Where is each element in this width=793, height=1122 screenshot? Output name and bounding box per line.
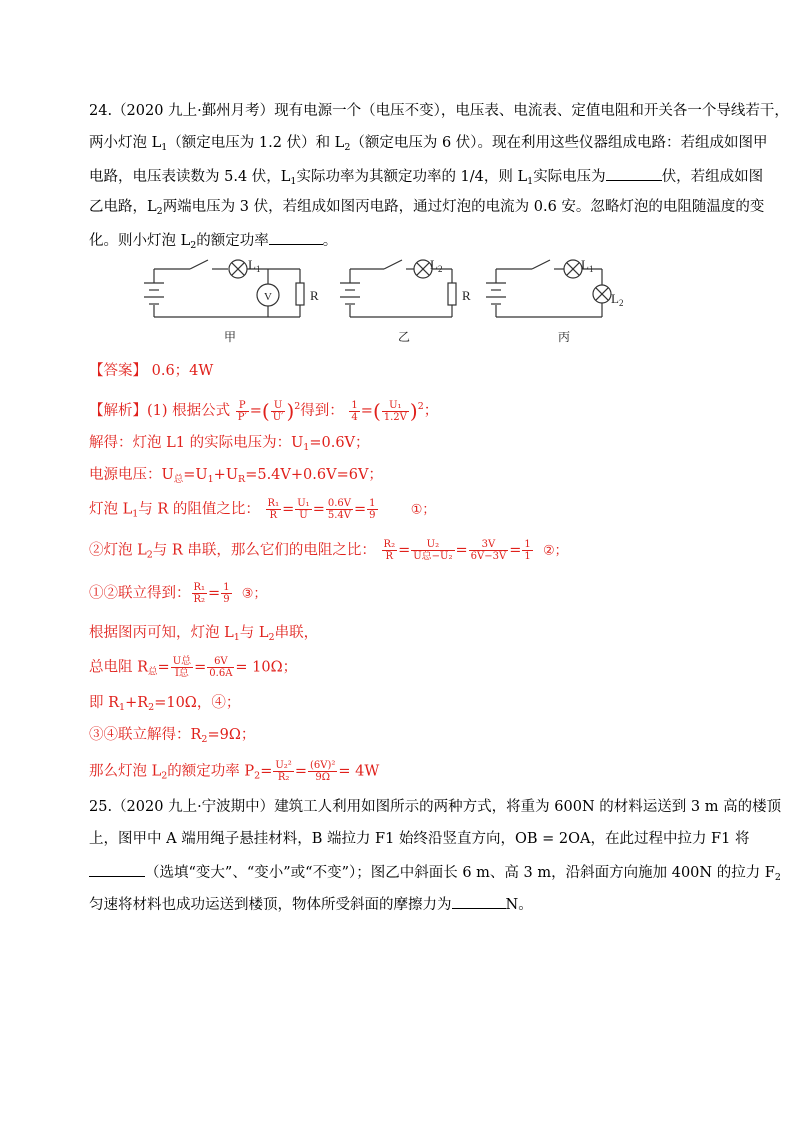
caption-bing: 丙	[558, 330, 571, 344]
label-l2: $L_2$	[430, 257, 443, 274]
q24-line-3	[89, 164, 763, 193]
q24-text: 化。则小灯泡 L	[89, 233, 191, 249]
label-r: R	[310, 288, 319, 303]
q25-line-3	[89, 860, 781, 889]
q24-text: 电路，电压表读数为 5.4 伏，L	[89, 169, 291, 185]
answer-blank-4[interactable]	[452, 892, 506, 909]
q24-line-1	[89, 100, 789, 122]
answer-line	[89, 360, 213, 382]
analysis-line-10: ③④联立解得：$R_2=9\Omega$；	[89, 727, 256, 745]
resistor-icon	[448, 283, 456, 305]
subscript: 2	[156, 206, 163, 217]
q24-text: 的额定功率	[196, 233, 269, 249]
analysis-text: (1) 根据公式	[147, 403, 231, 419]
q25-text: 匀速将材料也成功运送到楼顶，物体所受斜面的摩擦力为	[89, 897, 452, 913]
q25-line-1	[89, 796, 781, 818]
q24-text: （额定电压为 1.2 伏）和 L	[167, 135, 345, 151]
answer-blank-2[interactable]	[269, 228, 323, 245]
q24-text: 伏，若组成如图	[661, 169, 764, 185]
analysis-label: 【解析】	[89, 403, 147, 419]
q25-number: 25.	[89, 799, 113, 815]
answer-label: 【答案】	[89, 363, 147, 379]
answer-value: 0.6；4W	[151, 363, 214, 379]
circuit-jia	[144, 260, 304, 317]
subscript: 2	[190, 240, 197, 251]
analysis-line-4: 灯泡 $L_1$与 R 的阻值之比： $\frac{\text{R₁}}{R}$ = $\frac{\text{U₁}}{U}$ = $\frac{0.6V}{5.4V}$ = $\frac{1}{9}$ ①；	[89, 498, 436, 521]
q25-line-4	[89, 892, 533, 916]
analysis-line-2: 解得：灯泡 L1 的实际电压为：$U_1=0.6V$；	[89, 435, 370, 453]
caption-yi: 乙	[398, 330, 411, 344]
q24-text: 现有电源一个（电压不变），电压表、电流表、定值电阻和开关各一个导线若干，	[274, 103, 789, 119]
q24-text: 两小灯泡 L	[89, 135, 162, 151]
q24-text: （额定电压为 6 伏）。现在利用这些仪器组成电路：若组成如图甲	[350, 135, 768, 151]
q25-text: （选填“变大”、“变小”或“不变”）；图乙中斜面长 6 m、高 3 m，沿斜面方向施加 400N 的拉力 F	[145, 865, 775, 881]
analysis-line-9: 即 $R_1+R_2=10\Omega$，④；	[89, 695, 241, 713]
analysis-line-6: ①②联立得到： $\frac{\text{R₁}}{\text{R₂}}$ = $\frac{1}{9}$ ③；	[89, 582, 267, 605]
subscript: 2	[774, 872, 781, 883]
analysis-line-3: 电源电压：$U_总=U_1+U_R=5.4V+0.6V=6V$；	[89, 467, 383, 485]
analysis-line-7: 根据图丙可知，灯泡 $L_1$与 $L_2$串联，	[89, 625, 319, 643]
q24-line-4	[89, 196, 764, 223]
analysis-line-8: 总电阻 $R_总=$ $\frac{\text{U总}}{\text{I总}}$ = $\frac{6V}{0.6A}$ = 10Ω；	[89, 656, 298, 679]
q24-source: （2020 九上·鄞州月考）	[112, 103, 275, 119]
subscript: 1	[290, 176, 297, 187]
q25-line-2	[89, 828, 749, 850]
label-l1: $L_1$	[581, 257, 594, 274]
q24-number: 24.	[89, 103, 113, 119]
q24-text: 实际功率为其额定功率的 1/4，则 L	[296, 169, 528, 185]
q24-text: 。	[322, 233, 338, 249]
q25-source: （2020 九上·宁波期中）	[112, 799, 275, 815]
answer-blank-3[interactable]	[89, 860, 145, 877]
label-l1: $L_1$	[248, 257, 261, 274]
label-v: V	[264, 291, 272, 303]
q24-text: 乙电路，L	[89, 199, 157, 215]
q24-line-2	[89, 132, 768, 159]
analysis-line-5: ②灯泡 $L_2$与 R 串联，那么它们的电阻之比： $\frac{\text{R₂}}{R}$ = $\frac{\text{U₂}}{\text{U总−U₂}}$ = $\frac{3V}{6V-3V}$ = $\frac{1}{1}$ ②；	[89, 539, 568, 562]
caption-jia: 甲	[224, 330, 237, 344]
subscript: 2	[344, 142, 351, 153]
subscript: 1	[161, 142, 168, 153]
q24-text: 实际电压为	[533, 169, 606, 185]
analysis-line-11: 那么灯泡 $L_2$的额定功率 $P_2=$ $\frac{\text{U₂²}}{\text{R₂}}$ = $\frac{\text{(6V)²}}{9\Omega}$ = 4W	[89, 760, 380, 783]
q24-text: 两端电压为 3 伏，若组成如图丙电路，通过灯泡的电流为 0.6 安。忽略灯泡的电阻随温度的变	[162, 199, 765, 215]
answer-blank-1[interactable]	[606, 164, 662, 181]
q25-text: 上，图甲中 A 端用绳子悬挂材料，B 端拉力 F1 始终沿竖直方向，OB = 2OA，在此过程中拉力 F1 将	[89, 831, 750, 847]
analysis-line-1: 【解析】(1) 根据公式 $\frac{P}{P'}$ =( $\frac{U}{U'}$ )$^2$得到： $\frac{1}{4}$ =( $\frac{\text{U₁}}{1.2V}$ )$^2$；	[89, 399, 439, 423]
q24-line-5	[89, 228, 337, 257]
label-l2: $L_2$	[611, 291, 624, 308]
subscript: 1	[527, 176, 534, 187]
q25-text: N。	[505, 897, 533, 913]
q25-text: 建筑工人利用如图所示的两种方式，将重为 600N 的材料运送到 3 m 高的楼顶	[274, 799, 782, 815]
label-r: R	[462, 288, 471, 303]
circuit-diagrams	[140, 255, 624, 347]
resistor-icon	[296, 283, 304, 305]
